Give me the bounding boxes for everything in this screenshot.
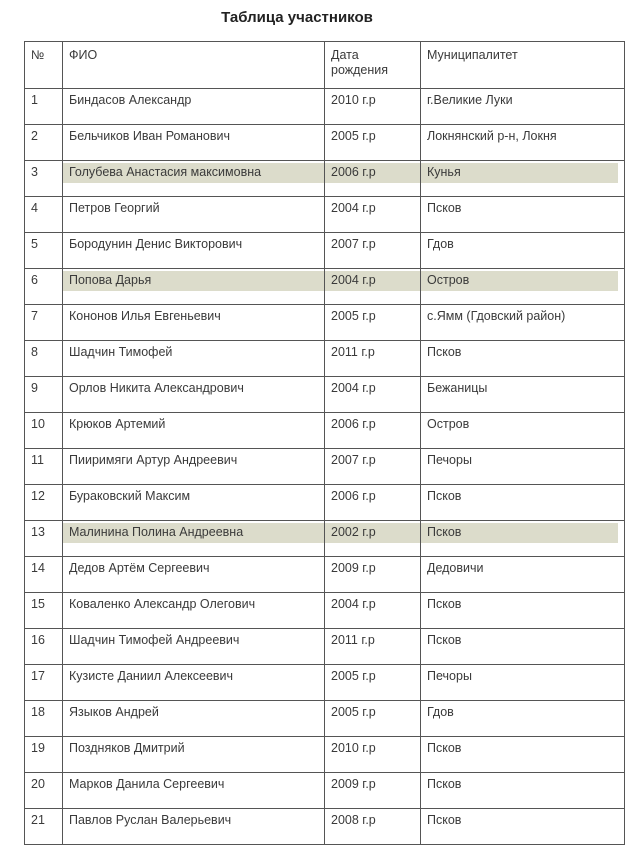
table-row [25,809,625,845]
cell-full-name: Дедов Артём Сергеевич [63,557,325,593]
cell-birth-date: 2011 г.р [325,629,421,665]
table-row [25,125,625,161]
table-row [25,701,625,737]
page-title: Таблица участников [221,9,373,26]
table-row [25,269,625,305]
cell-number: 4 [25,197,63,233]
cell-full-name-text: Малинина Полина Андреевна [63,523,324,543]
cell-full-name: Биндасов Александр [63,89,325,125]
cell-full-name: Орлов Никита Александрович [63,377,325,413]
cell-number: 7 [25,305,63,341]
cell-number: 15 [25,593,63,629]
table-row [25,341,625,377]
cell-birth-date-text: 2004 г.р [325,271,420,291]
cell-municipality: г.Великие Луки [421,89,625,125]
cell-full-name: Петров Георгий [63,197,325,233]
cell-full-name: Бородунин Денис Викторович [63,233,325,269]
cell-number: 16 [25,629,63,665]
cell-number: 5 [25,233,63,269]
cell-birth-date: 2010 г.р [325,89,421,125]
cell-full-name [63,521,325,557]
table-header-row [25,42,625,89]
cell-number: 2 [25,125,63,161]
cell-full-name: Бураковский Максим [63,485,325,521]
cell-number: 18 [25,701,63,737]
cell-full-name: Коваленко Александр Олегович [63,593,325,629]
cell-birth-date: 2007 г.р [325,233,421,269]
cell-birth-date: 2006 г.р [325,413,421,449]
cell-birth-date: 2004 г.р [325,593,421,629]
table-row [25,737,625,773]
cell-full-name [63,161,325,197]
cell-municipality: Псков [421,809,625,845]
cell-birth-date: 2009 г.р [325,557,421,593]
cell-number: 6 [25,269,63,305]
cell-municipality: Дедовичи [421,557,625,593]
cell-municipality: Псков [421,593,625,629]
cell-full-name-text: Голубева Анастасия максимовна [63,163,324,183]
cell-full-name: Языков Андрей [63,701,325,737]
participants-table [24,41,625,845]
cell-municipality: Псков [421,341,625,377]
cell-birth-date-text: 2006 г.р [325,163,420,183]
table-row [25,629,625,665]
table-row [25,485,625,521]
cell-birth-date: 2005 г.р [325,125,421,161]
cell-birth-date: 2011 г.р [325,341,421,377]
cell-municipality: Гдов [421,701,625,737]
cell-number: 14 [25,557,63,593]
cell-municipality: Псков [421,629,625,665]
cell-birth-date [325,521,421,557]
cell-municipality: Остров [421,413,625,449]
cell-birth-date-text: 2002 г.р [325,523,420,543]
cell-birth-date: 2005 г.р [325,305,421,341]
cell-municipality-text: Кунья [421,163,618,183]
cell-birth-date: 2004 г.р [325,377,421,413]
table-row [25,593,625,629]
cell-municipality: Псков [421,773,625,809]
table-row [25,197,625,233]
cell-municipality: Псков [421,197,625,233]
cell-birth-date: 2005 г.р [325,665,421,701]
cell-birth-date [325,269,421,305]
cell-full-name: Шадчин Тимофей Андреевич [63,629,325,665]
table-body [25,89,625,845]
table-row [25,449,625,485]
cell-municipality: Печоры [421,665,625,701]
cell-full-name: Поздняков Дмитрий [63,737,325,773]
cell-full-name-text: Попова Дарья [63,271,324,291]
cell-number: 9 [25,377,63,413]
cell-number: 10 [25,413,63,449]
cell-municipality: Локнянский р-н, Локня [421,125,625,161]
cell-municipality-text: Псков [421,523,618,543]
cell-number: 11 [25,449,63,485]
cell-birth-date: 2006 г.р [325,485,421,521]
cell-municipality: Гдов [421,233,625,269]
cell-municipality [421,161,625,197]
cell-full-name: Павлов Руслан Валерьевич [63,809,325,845]
cell-number: 19 [25,737,63,773]
cell-municipality: Бежаницы [421,377,625,413]
cell-municipality: Печоры [421,449,625,485]
cell-birth-date: 2005 г.р [325,701,421,737]
cell-birth-date: 2007 г.р [325,449,421,485]
cell-municipality: с.Ямм (Гдовский район) [421,305,625,341]
cell-full-name: Крюков Артемий [63,413,325,449]
cell-full-name: Кузисте Даниил Алексеевич [63,665,325,701]
cell-municipality [421,521,625,557]
table-row [25,377,625,413]
table-row [25,233,625,269]
table-row [25,773,625,809]
cell-municipality-text: Остров [421,271,618,291]
table-row [25,305,625,341]
cell-municipality: Псков [421,485,625,521]
table-row [25,521,625,557]
cell-municipality [421,269,625,305]
cell-number: 1 [25,89,63,125]
cell-full-name: Кононов Илья Евгеньевич [63,305,325,341]
cell-number: 17 [25,665,63,701]
cell-full-name: Шадчин Тимофей [63,341,325,377]
table-row [25,161,625,197]
cell-birth-date: 2009 г.р [325,773,421,809]
cell-full-name [63,269,325,305]
table-row [25,557,625,593]
table-row [25,89,625,125]
header-number: № [25,42,63,89]
cell-number: 3 [25,161,63,197]
cell-birth-date [325,161,421,197]
cell-number: 8 [25,341,63,377]
cell-number: 13 [25,521,63,557]
table-row [25,665,625,701]
header-full-name: ФИО [63,42,325,89]
header-municipality: Муниципалитет [421,42,625,89]
cell-birth-date: 2010 г.р [325,737,421,773]
cell-birth-date: 2008 г.р [325,809,421,845]
cell-full-name: Пииримяги Артур Андреевич [63,449,325,485]
cell-birth-date: 2004 г.р [325,197,421,233]
cell-full-name: Бельчиков Иван Романович [63,125,325,161]
cell-number: 12 [25,485,63,521]
table-row [25,413,625,449]
cell-full-name: Марков Данила Сергеевич [63,773,325,809]
cell-number: 20 [25,773,63,809]
cell-number: 21 [25,809,63,845]
header-birth-date: Дата рождения [325,42,421,89]
cell-municipality: Псков [421,737,625,773]
